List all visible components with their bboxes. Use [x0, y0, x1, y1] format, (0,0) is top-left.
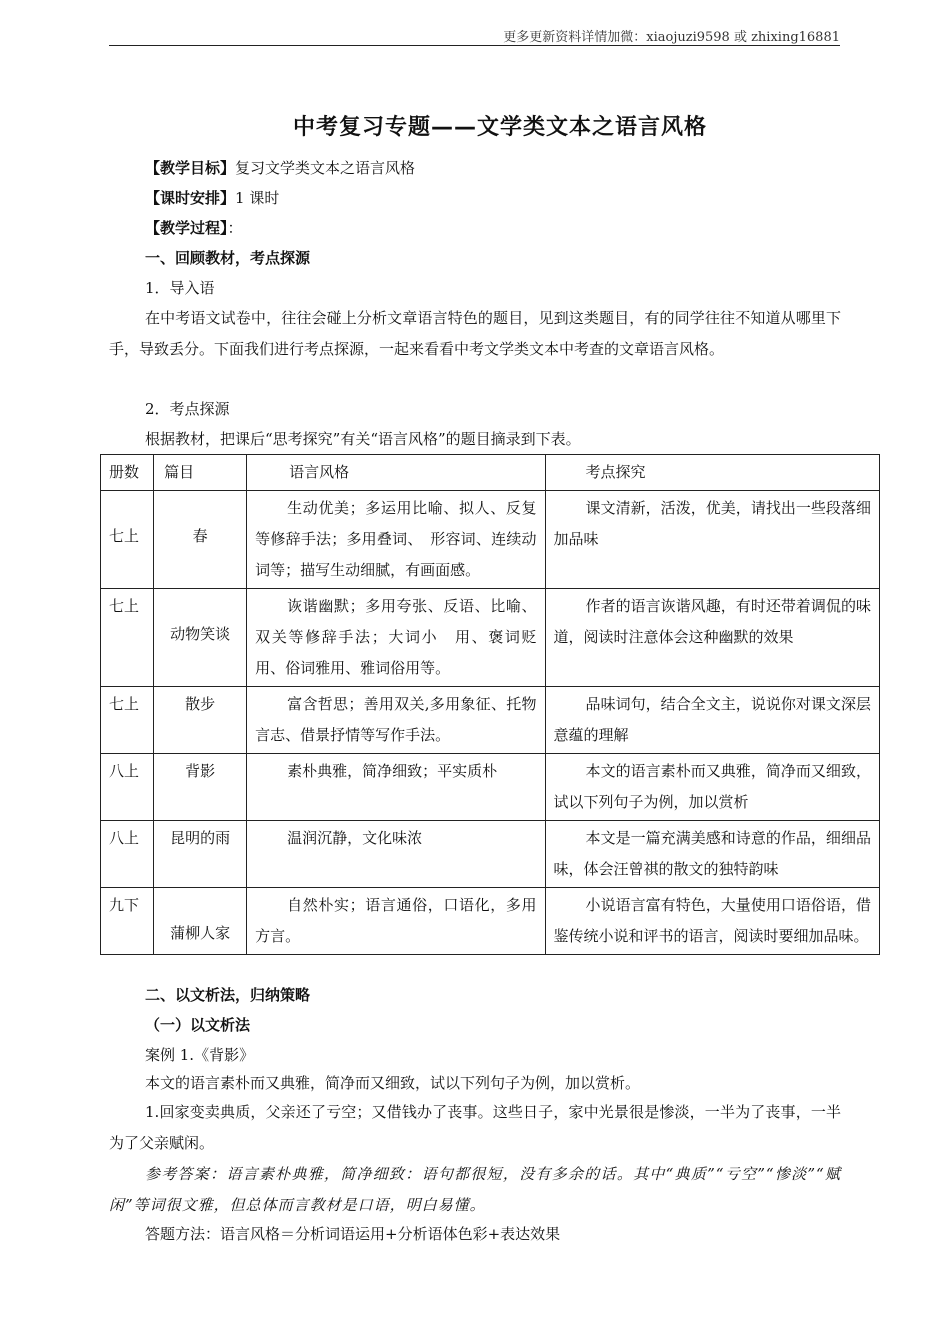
- header-vol: 册数: [101, 455, 154, 491]
- row-title: 动物笑谈: [154, 589, 247, 687]
- row-title: 背影: [154, 754, 247, 821]
- row-style: 温润沉静，文化味浓: [247, 821, 545, 888]
- row-probe: 作者的语言诙谐风趣，有时还带着调侃的味道，阅读时注意体会这种幽默的效果: [545, 589, 879, 687]
- row-style: 富含哲思；善用双关,多用象征、托物言志、借景抒情等写作手法。: [247, 687, 545, 754]
- section2-subheading: （一）以文析法: [145, 1016, 251, 1034]
- row-style: 诙谐幽默；多用夸张、反语、比喻、双关等修辞手法；大词小 用、褒词贬用、俗词雅用、雅词俗用等。: [247, 589, 545, 687]
- row-title: 散步: [154, 687, 247, 754]
- row-probe: 品味词句，结合全文主，说说你对课文深层意蕴的理解: [545, 687, 879, 754]
- row-vol: 七上: [101, 687, 154, 754]
- table-row: [101, 754, 880, 821]
- language-style-table: [100, 454, 880, 955]
- page-title: 中考复习专题——文学类文本之语言风格: [292, 115, 707, 140]
- row-vol: 八上: [101, 821, 154, 888]
- row-title: 蒲柳人家: [154, 888, 247, 955]
- schedule-label: 【课时安排】: [145, 189, 236, 207]
- process-suffix: ：: [227, 219, 243, 237]
- answer-method: 答题方法：语言风格＝分析词语运用+分析语体色彩+表达效果: [145, 1225, 561, 1243]
- header-title: 篇目: [154, 455, 247, 491]
- row-title: 昆明的雨: [154, 821, 247, 888]
- table-row: [101, 821, 880, 888]
- class-schedule: [145, 188, 279, 208]
- row-probe: 本文的语言素朴而又典雅，简净而又细致，试以下列句子为例，加以赏析: [545, 754, 879, 821]
- row-vol: 七上: [101, 491, 154, 589]
- row-vol: 八上: [101, 754, 154, 821]
- case-sentence: 1.回家变卖典质，父亲还了亏空；又借钱办了丧事。这些日子，家中光景很是惨淡，一半为了丧事，一半为了父亲赋闲。: [109, 1103, 841, 1152]
- section1-heading: 一、回顾教材，考点探源: [145, 249, 311, 267]
- teaching-process: [145, 218, 243, 238]
- table-row: [101, 687, 880, 754]
- case-prompt: 本文的语言素朴而又典雅，简净而又细致，试以下列句子为例，加以赏析。: [145, 1074, 641, 1092]
- teaching-goal: [145, 158, 415, 178]
- row-style: 自然朴实；语言通俗，口语化，多用方言。: [247, 888, 545, 955]
- row-probe: 小说语言富有特色，大量使用口语俗语，借鉴传统小说和评书的语言，阅读时要细加品味。: [545, 888, 879, 955]
- row-probe: 课文清新，活泼，优美，请找出一些段落细加品味: [545, 491, 879, 589]
- header-note: 更多更新资料详情加微：xiaojuzi9598 或 zhixing16881: [503, 30, 840, 45]
- header-style: 语言风格: [247, 455, 545, 491]
- row-vol: 七上: [101, 589, 154, 687]
- reference-answer: 参考答案：语言素朴典雅，简净细致：语句都很短，没有多余的话。其中“典质”“亏空”“惨淡”“赋闲”等词很文雅，但总体而言教材是口语，明白易懂。: [109, 1165, 841, 1214]
- row-style: 生动优美；多运用比喻、拟人、反复等修辞手法；多用叠词、 形容词、连续动词等；描写生动细腻，有画面感。: [247, 491, 545, 589]
- table-row: [101, 888, 880, 955]
- schedule-value: 1 课时: [235, 189, 280, 207]
- table-header-row: [101, 455, 880, 491]
- section2-heading: 二、以文析法，归纳策略: [145, 986, 311, 1004]
- header-rule: [109, 45, 840, 46]
- process-label: 【教学过程】: [145, 219, 228, 237]
- section1-sub1: 1．导入语: [145, 279, 215, 297]
- section1-sub2: 2．考点探源: [145, 400, 230, 418]
- goal-value: 复习文学类文本之语言风格: [235, 159, 416, 177]
- row-title: 春: [154, 491, 247, 589]
- table-row: [101, 589, 880, 687]
- row-vol: 九下: [101, 888, 154, 955]
- table-row: [101, 491, 880, 589]
- header-probe: 考点探究: [545, 455, 879, 491]
- row-style: 素朴典雅，简净细致；平实质朴: [247, 754, 545, 821]
- intro-paragraph: 在中考语文试卷中，往往会碰上分析文章语言特色的题目，见到这类题目，有的同学往往不知道从哪里下手，导致丢分。下面我们进行考点探源，一起来看看中考文学类文本中考查的文章语言风格。: [109, 309, 841, 358]
- case-title: 案例 1.《背影》: [145, 1046, 255, 1064]
- table-intro: 根据教材，把课后“思考探究”有关“语言风格”的题目摘录到下表。: [145, 430, 581, 448]
- goal-label: 【教学目标】: [145, 159, 236, 177]
- row-probe: 本文是一篇充满美感和诗意的作品，细细品味，体会汪曾祺的散文的独特韵味: [545, 821, 879, 888]
